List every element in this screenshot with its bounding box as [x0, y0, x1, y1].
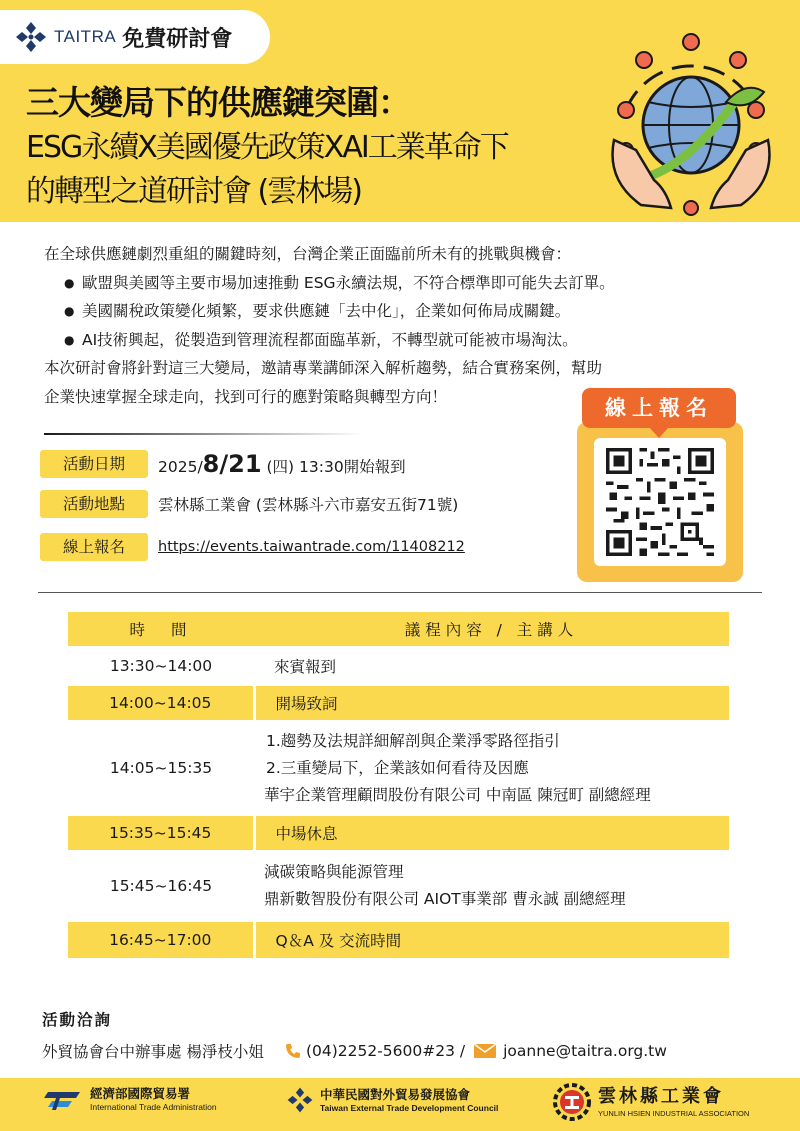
mail-icon: [473, 1043, 497, 1059]
org3-name-zh: 雲林縣工業會: [598, 1085, 724, 1107]
agenda-time: 16:45~17:00: [68, 922, 254, 958]
agenda-time: 14:05~15:35: [109, 759, 213, 777]
event-date-year: 2025/: [158, 458, 203, 476]
seminar-badge: [0, 10, 270, 64]
event-venue-value: 雲林縣工業會 (雲林縣斗六市嘉安五街71號): [158, 496, 459, 514]
registration-qr-code[interactable]: [604, 448, 716, 556]
title-line-3: 的轉型之道研討會 (雲林場): [26, 174, 361, 209]
event-signup-row: [40, 533, 465, 561]
free-seminar-label: 免費研討會: [122, 26, 233, 52]
header-banner: [0, 0, 800, 222]
event-date-row: [40, 450, 406, 478]
intro-bullet: ● 歐盟與美國等主要市場加速推動 ESG永續法規，不符合標準即可能失去訂單。: [64, 269, 764, 298]
agenda-row: [68, 686, 729, 720]
agenda-speaker: 鼎新數智股份有限公司 AIOT事業部 曹永誠 副總經理: [264, 890, 626, 908]
event-date-rest: (四) 13:30開始報到: [266, 458, 406, 476]
online-signup-label: 線上報名: [582, 388, 736, 428]
agenda-content: Q＆A 及 交流時間: [254, 922, 729, 958]
event-date-value: [158, 450, 406, 478]
agenda-separator: [38, 592, 762, 593]
agenda-time: 15:35~15:45: [68, 816, 254, 850]
page-title: [26, 80, 586, 214]
signup-link[interactable]: https://events.taiwantrade.com/11408212: [158, 539, 465, 555]
contact-phone: (04)2252-5600#23 /: [305, 1042, 466, 1060]
intro-lead: 在全球供應鏈劇烈重組的關鍵時刻，台灣企業正面臨前所未有的挑戰與機會：: [44, 245, 572, 263]
event-date-day: 8/21: [202, 450, 262, 478]
agenda-table: [68, 612, 729, 958]
event-venue-row: [40, 490, 458, 518]
agenda-content: [254, 722, 729, 814]
org1-name-zh: 經濟部國際貿易署: [90, 1086, 191, 1101]
agenda-row: [68, 722, 729, 814]
agenda-row: [68, 816, 729, 850]
agenda-header-time: 時間: [68, 612, 254, 646]
event-signup-tag: 線上報名: [40, 533, 148, 561]
agenda-line: 減碳策略與能源管理: [264, 863, 404, 881]
org1-name-en: International Trade Administration: [90, 1102, 217, 1112]
org-taitra: [286, 1086, 498, 1114]
taitra-brand-text: TAITRA: [54, 27, 117, 46]
agenda-content: 開場致詞: [254, 686, 729, 720]
taitra-logo-icon: [14, 20, 48, 54]
org3-name-en: YUNLIN HSIEN INDUSTRIAL ASSOCIATION: [598, 1108, 750, 1118]
agenda-line: 2.三重變局下，企業該如何看待及因應: [266, 758, 529, 777]
intro-closing-1: 本次研討會將針對這三大變局，邀請專業講師深入解析趨勢，結合實務案例，幫助: [44, 359, 603, 377]
intro-bullet: ● 美國關稅政策變化頻繁，要求供應鏈「去中化」，企業如何佈局成關鍵。: [64, 297, 764, 326]
contact-title: 活動洽詢: [42, 1011, 113, 1029]
agenda-header-content: 議程內容 / 主講人: [254, 612, 729, 646]
agenda-header-row: [68, 612, 729, 646]
org-yunlin-association: [552, 1082, 749, 1122]
agenda-time: 14:00~14:05: [68, 686, 254, 720]
title-line-2: ESG永續X美國優先政策XAI工業革命下: [26, 130, 508, 165]
intro-section: [44, 240, 764, 411]
agenda-row: [68, 648, 729, 684]
taitra-footer-logo-icon: [286, 1086, 314, 1114]
section-divider: [44, 433, 364, 435]
org2-name-en: Taiwan External Trade Development Council: [320, 1102, 499, 1113]
agenda-row: [68, 852, 729, 920]
agenda-speaker: 華宇企業管理顧問股份有限公司 中南區 陳冠町 副總經理: [264, 785, 651, 804]
yunlin-association-logo-icon: [552, 1082, 592, 1122]
footer-bar: [0, 1078, 800, 1131]
org2-name-zh: 中華民國對外貿易發展協會: [320, 1086, 471, 1102]
phone-icon: [284, 1042, 302, 1060]
title-line-1: 三大變局下的供應鏈突圍：: [26, 83, 410, 122]
intro-closing-2: 企業快速掌握全球走向，找到可行的應對策略與轉型方向！: [44, 387, 448, 406]
globe-hands-illustration: [596, 30, 786, 220]
intro-bullet: ● AI技術興起，從製造到管理流程都面臨革新，不轉型就可能被市場淘汰。: [64, 326, 764, 355]
agenda-content: [254, 852, 729, 920]
agenda-time: 15:45~16:45: [109, 877, 213, 895]
agenda-row: [68, 922, 729, 958]
event-venue-tag: 活動地點: [40, 490, 148, 518]
agenda-content: 中場休息: [254, 816, 729, 850]
contact-person: 外貿協會台中辦事處 楊淨枝小姐: [42, 1043, 264, 1061]
intro-bullet-list: [44, 269, 764, 355]
org-trade-administration: [44, 1086, 217, 1113]
contact-email[interactable]: joanne@taitra.org.tw: [503, 1042, 667, 1060]
agenda-time: 13:30~14:00: [109, 657, 213, 675]
agenda-line: 1.趨勢及法規詳細解剖與企業淨零路徑指引: [266, 731, 560, 750]
event-date-tag: 活動日期: [40, 450, 148, 478]
agenda-content: 來賓報到: [274, 658, 337, 676]
contact-line: [42, 1040, 667, 1062]
trade-administration-logo-icon: [44, 1088, 84, 1112]
